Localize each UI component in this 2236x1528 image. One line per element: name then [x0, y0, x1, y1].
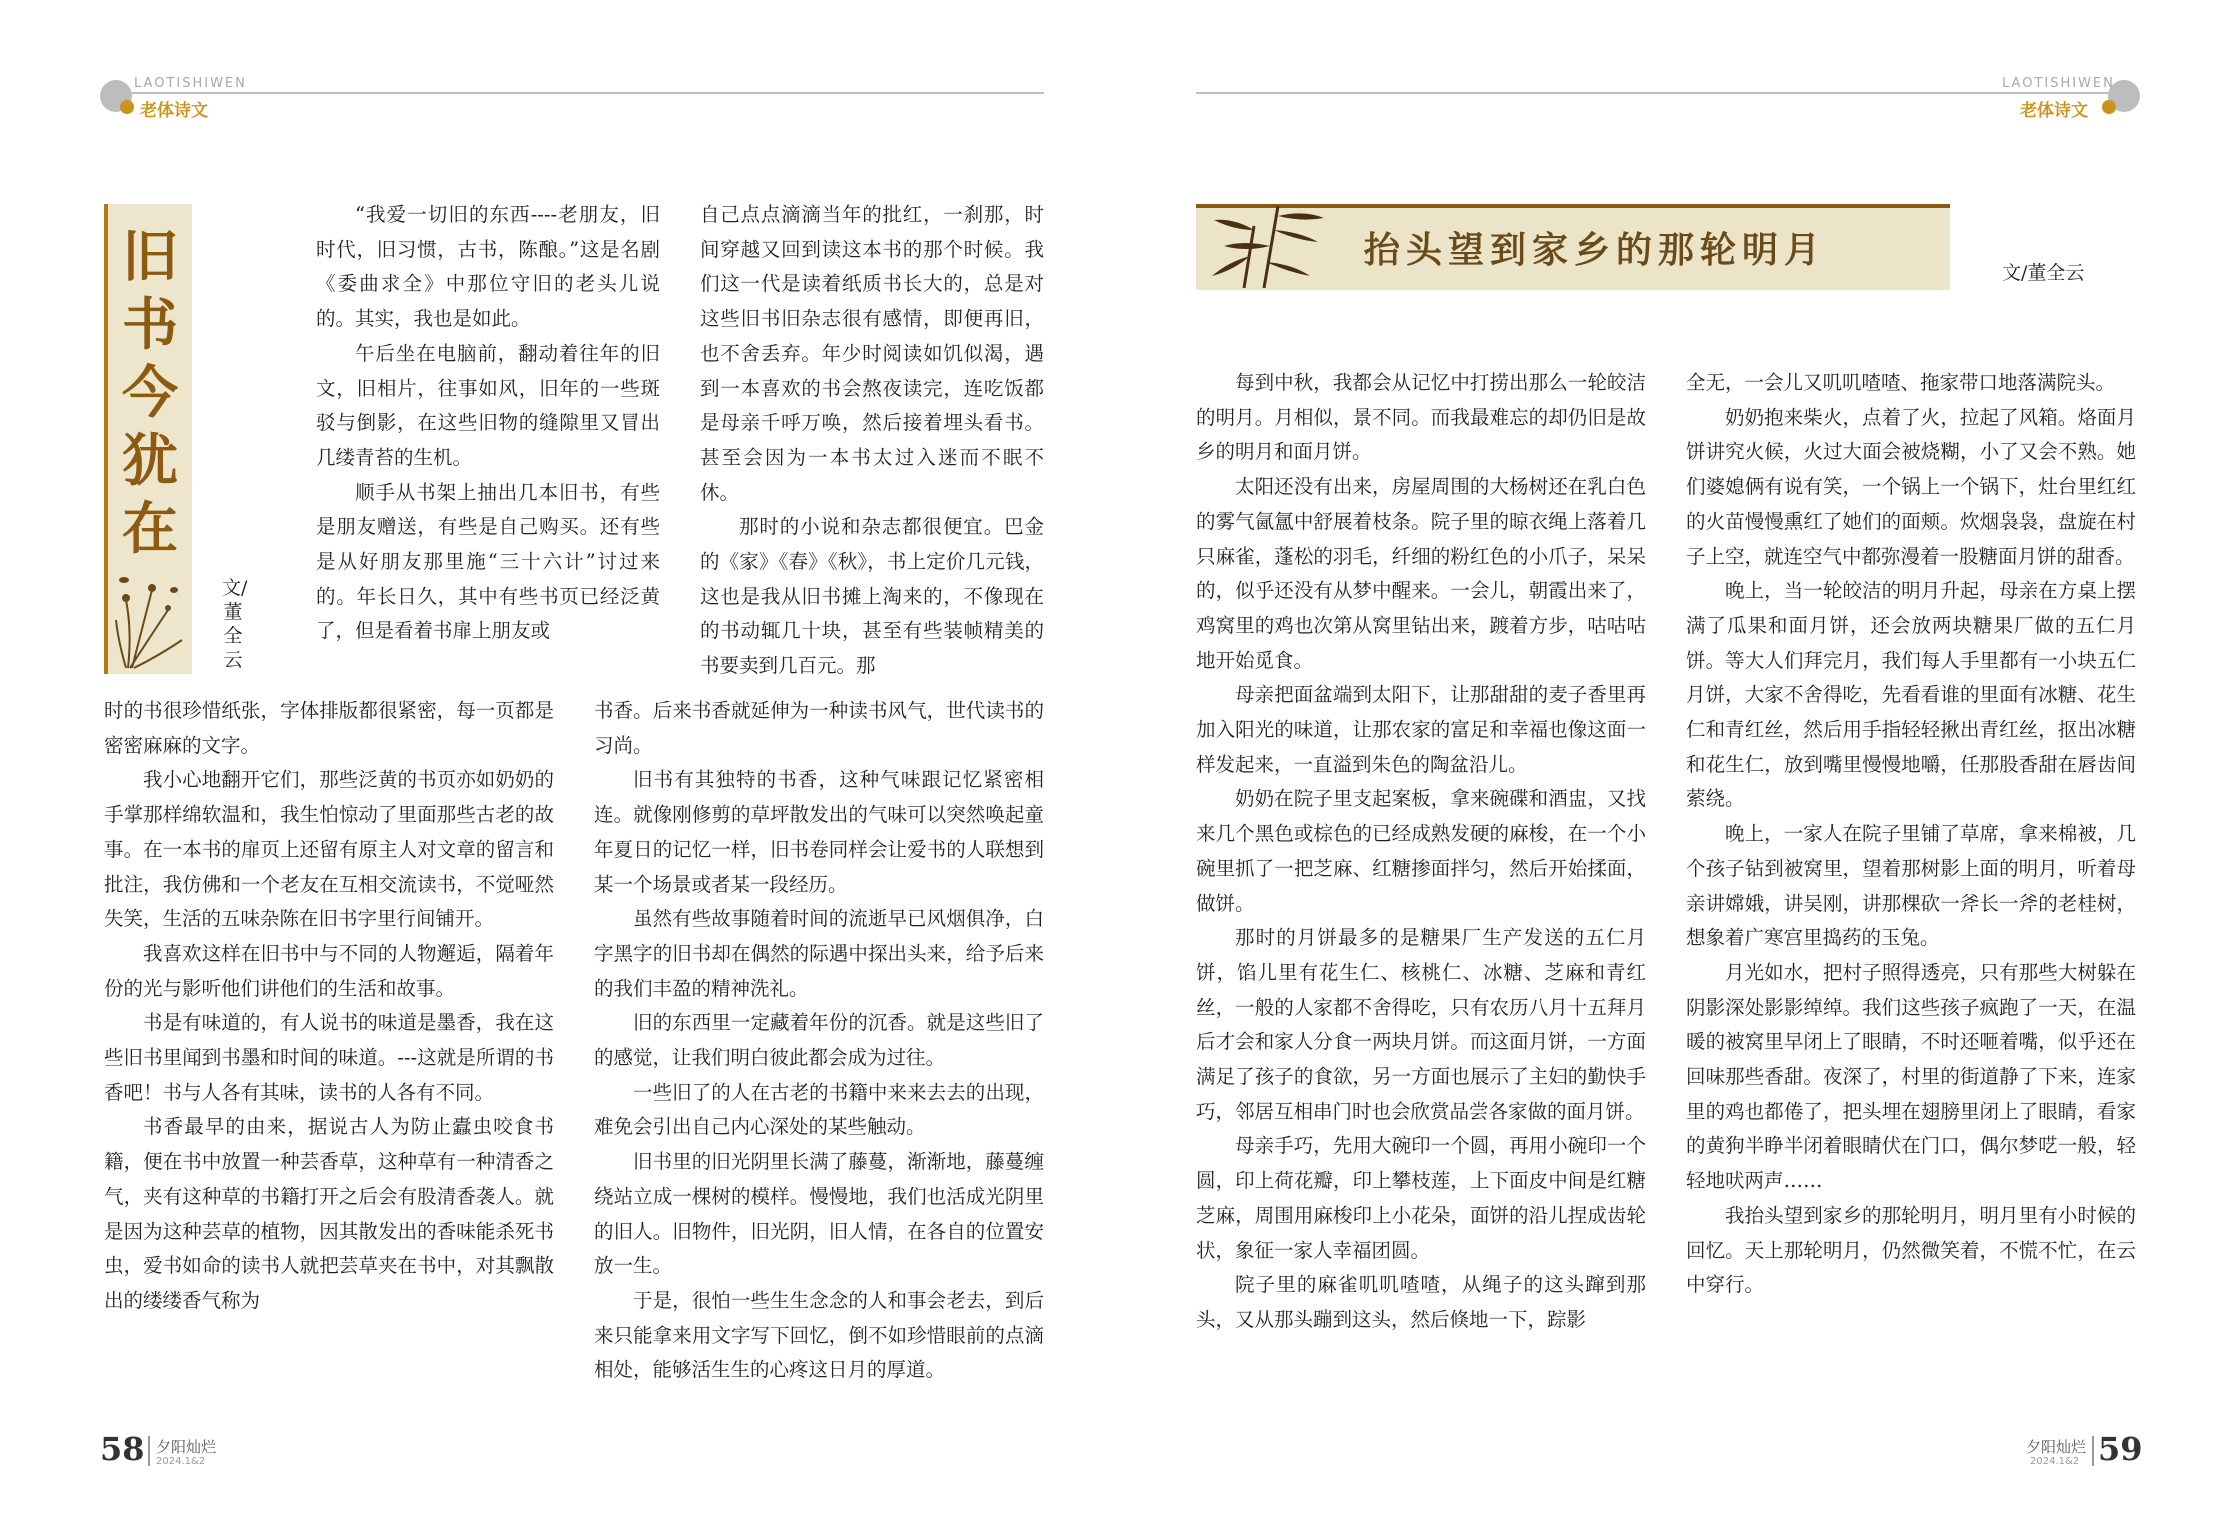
paragraph: 虽然有些故事随着时间的流逝早已风烟俱净，白字黑字的旧书却在偶然的际遇中探出头来，给予后来的我们丰盈的精神洗礼。	[594, 907, 1044, 1000]
paragraph: 一些旧了的人在古老的书籍中来来去去的出现，难免会引出自己内心深处的某些触动。	[594, 1080, 1044, 1139]
paragraph: 太阳还没有出来，房屋周围的大杨树还在乳白色的雾气氤氲中舒展着枝条。院子里的晾衣绳上落着几只麻雀，蓬松的羽毛，纤细的粉红色的小爪子，呆呆的，似乎还没有从梦中醒来。一会儿，朝霞出来了，鸡窝里的鸡也次第从窝里钻出来，踱着方步，咕咕咕地开始觅食。	[1196, 475, 1646, 672]
article1-title-char: 旧	[122, 225, 178, 290]
article2-title: 抬头望到家乡的那轮明月	[1364, 230, 1827, 271]
paragraph: 全无，一会儿又叽叽喳喳、拖家带口地落满院头。	[1686, 371, 2116, 394]
article1-title-box	[104, 204, 192, 674]
right-footer-divider	[2092, 1436, 2094, 1466]
right-header-en: LAOTISHIWEN	[2002, 76, 2115, 91]
right-magazine-name: 夕阳灿烂	[2026, 1438, 2087, 1456]
paragraph: 奶奶在院子里支起案板，拿来碗碟和酒盅，又找来几个黑色或棕色的已经成熟发硬的麻梭，在一个小碗里抓了一把芝麻、红糖掺面拌匀，然后开始揉面，做饼。	[1196, 787, 1646, 915]
paragraph: 那时的月饼最多的是糖果厂生产发送的五仁月饼，馅儿里有花生仁、核桃仁、冰糖、芝麻和青红丝，一般的人家都不舍得吃，只有农历八月十五拜月后才会和家人分食一两块月饼。而这面月饼，一方面满足了孩子的食欲，另一方面也展示了主妇的勤快手巧，邻居互相串门时也会欣赏品尝各家做的面月饼。	[1196, 926, 1646, 1123]
right-page-number: 59	[2098, 1430, 2143, 1468]
paragraph: 我小心地翻开它们，那些泛黄的书页亦如奶奶的手掌那样绵软温和，我生怕惊动了里面那些古老的故事。在一本书的扉页上还留有原主人对文章的留言和批注，我仿佛和一个老友在互相交流读书，不觉哑然失笑，生活的五味杂陈在旧书字里行间铺开。	[104, 768, 554, 931]
paragraph: 于是，很怕一些生生念念的人和事会老去，到后来只能拿来用文字写下回忆，倒不如珍惜眼前的点滴相处，能够活生生的心疼这日月的厚道。	[594, 1288, 1044, 1382]
paragraph: 奶奶抱来柴火，点着了火，拉起了风箱。烙面月饼讲究火候，火过大面会被烧糊，小了又会不熟。她们婆媳俩有说有笑，一个锅上一个锅下，灶台里红红的火苗慢慢熏红了她们的面颊。炊烟袅袅，盘旋在村子上空，就连空气中都弥漫着一股糖面月饼的甜香。	[1686, 405, 2136, 568]
paragraph: 书香。后来书香就延伸为一种读书风气，世代读书的习尚。	[594, 699, 1044, 757]
article2-author: 文/董全云	[2002, 262, 2085, 284]
paragraph: 我抬头望到家乡的那轮明月，明月里有小时候的回忆。天上那轮明月，仍然微笑着，不慌不忙，在云中穿行。	[1686, 1203, 2136, 1297]
left-header-en: LAOTISHIWEN	[134, 76, 247, 91]
article2-col1	[1196, 366, 1646, 1338]
paragraph: 月光如水，把村子照得透亮，只有那些大树躲在阴影深处影影绰绰。我们这些孩子疯跑了一天，在温暖的被窝里早闭上了眼睛，不时还咂着嘴，似乎还在回味那些香甜。夜深了，村里的街道静了下来，连家里的鸡也都倦了，把头埋在翅膀里闭上了眼睛，看家的黄狗半睁半闭着眼睛伏在门口，偶尔梦呓一般，轻轻地吠两声……	[1686, 960, 2136, 1193]
paragraph: 旧书里的旧光阴里长满了藤蔓，渐渐地，藤蔓缠绕站立成一棵树的模样。慢慢地，我们也活成光阴里的旧人。旧物件，旧光阴，旧人情，在各自的位置安放一生。	[594, 1150, 1044, 1278]
left-header-rule	[112, 92, 1044, 94]
paragraph: 旧书有其独特的书香，这种气味跟记忆紧密相连。就像刚修剪的草坪散发出的气味可以突然唤起童年夏日的记忆一样，旧书卷同样会让爱书的人联想到某一个场景或者某一段经历。	[594, 768, 1044, 896]
left-footer-divider	[148, 1436, 150, 1466]
article1-title-char: 犹	[122, 429, 178, 494]
right-header-dot	[2102, 100, 2116, 114]
article1-title-char: 在	[122, 497, 178, 562]
article1-lower-col1	[104, 694, 554, 1319]
paragraph: 时的书很珍惜纸张，字体排版都很紧密，每一页都是密密麻麻的文字。	[104, 699, 554, 757]
paragraph: 午后坐在电脑前，翻动着往年的旧文，旧相片，往事如风，旧年的一些斑驳与倒影，在这些旧物的缝隙里又冒出几缕青苔的生机。	[316, 341, 660, 469]
paragraph: 我喜欢这样在旧书中与不同的人物邂逅，隔着年份的光与影听他们讲他们的生活和故事。	[104, 941, 554, 1000]
left-issue: 2024.1&2	[156, 1456, 206, 1467]
article1-lower-col2	[594, 694, 1044, 1388]
left-header-cn: 老体诗文	[140, 101, 208, 121]
article1-upper-col2	[700, 198, 1044, 684]
paragraph: 晚上，当一轮皎洁的明月升起，母亲在方桌上摆满了瓜果和面月饼，还会放两块糖果厂做的五仁月饼。等大人们拜完月，我们每人手里都有一小块五仁月饼，大家不舍得吃，先看看谁的里面有冰糖、花生仁和青红丝，然后用手指轻轻揪出青红丝，抠出冰糖和花生仁，放到嘴里慢慢地嚼，任那股香甜在唇齿间萦绕。	[1686, 579, 2136, 811]
article2-col2	[1686, 366, 2136, 1303]
left-header-dot	[120, 100, 134, 114]
right-header-rule	[1196, 92, 2128, 94]
right-issue: 2024.1&2	[2030, 1456, 2080, 1467]
left-page-number: 58	[100, 1430, 145, 1468]
paragraph: 院子里的麻雀叽叽喳喳，从绳子的这头蹿到那头，又从那头蹦到这头，然后倏地一下，踪影	[1196, 1273, 1646, 1331]
right-header-cn: 老体诗文	[2020, 101, 2088, 121]
orchid-decoration-icon	[108, 560, 192, 670]
paragraph: 那时的小说和杂志都很便宜。巴金的《家》《春》《秋》，书上定价几元钱，这也是我从旧书摊上淘来的，不像现在的书动辄几十块，甚至有些装帧精美的书要卖到几百元。那	[700, 515, 1044, 678]
article1-title-char: 今	[122, 361, 178, 426]
paragraph: “我爱一切旧的东西----老朋友，旧时代，旧习惯，古书，陈酿。”这是名剧《委曲求全》中那位守旧的老头儿说的。其实，我也是如此。	[316, 203, 660, 331]
paragraph: 旧的东西里一定藏着年份的沉香。就是这些旧了的感觉，让我们明白彼此都会成为过往。	[594, 1011, 1044, 1070]
left-magazine-name: 夕阳灿烂	[156, 1438, 217, 1456]
paragraph: 顺手从书架上抽出几本旧书，有些是朋友赠送，有些是自己购买。还有些是从好朋友那里施“三十六计”讨过来的。年长日久，其中有些书页已经泛黄了，但是看着书扉上朋友或	[316, 480, 660, 643]
article1-title-char: 书	[122, 293, 178, 358]
article1-upper-col1	[316, 198, 660, 649]
paragraph: 书是有味道的，有人说书的味道是墨香，我在这些旧书里闻到书墨和时间的味道。---这就是所谓的书香吧！书与人各有其味，读书的人各有不同。	[104, 1011, 554, 1104]
paragraph: 每到中秋，我都会从记忆中打捞出那么一轮皎洁的明月。月相似，景不同。而我最难忘的却仍旧是故乡的明月和面月饼。	[1196, 371, 1646, 464]
paragraph: 书香最早的由来，据说古人为防止蠹虫咬食书籍，便在书中放置一种芸香草，这种草有一种清香之气，夹有这种草的书籍打开之后会有股清香袭人。就是因为这种芸草的植物，因其散发出的香味能杀死书虫，爱书如命的读书人就把芸草夹在书中，对其飘散出的缕缕香气称为	[104, 1115, 554, 1312]
paragraph: 自己点点滴滴当年的批红，一刹那，时间穿越又回到读这本书的那个时候。我们这一代是读着纸质书长大的，总是对这些旧书旧杂志很有感情，即便再旧，也不舍丢弃。年少时阅读如饥似渴，遇到一本喜欢的书会熬夜读完，连吃饭都是母亲千呼万唤，然后接着埋头看书。甚至会因为一本书太过入迷而不眠不休。	[700, 203, 1044, 504]
paragraph: 母亲把面盆端到太阳下，让那甜甜的麦子香里再加入阳光的味道，让那农家的富足和幸福也像这面一样发起来，一直溢到朱色的陶盆沿儿。	[1196, 683, 1646, 776]
paragraph: 母亲手巧，先用大碗印一个圆，再用小碗印一个圆，印上荷花瓣，印上攀枝莲，上下面皮中间是红糖芝麻，周围用麻梭印上小花朵，面饼的沿儿捏成齿轮状，象征一家人幸福团圆。	[1196, 1134, 1646, 1262]
article2-title-banner	[1196, 204, 1950, 290]
bamboo-decoration-icon	[1204, 206, 1354, 288]
article1-author: 文/董全云	[222, 577, 248, 671]
paragraph: 晚上，一家人在院子里铺了草席，拿来棉被，几个孩子钻到被窝里，望着那树影上面的明月，听着母亲讲嫦娥，讲吴刚，讲那棵砍一斧长一斧的老桂树，想象着广寒宫里捣药的玉兔。	[1686, 822, 2136, 950]
